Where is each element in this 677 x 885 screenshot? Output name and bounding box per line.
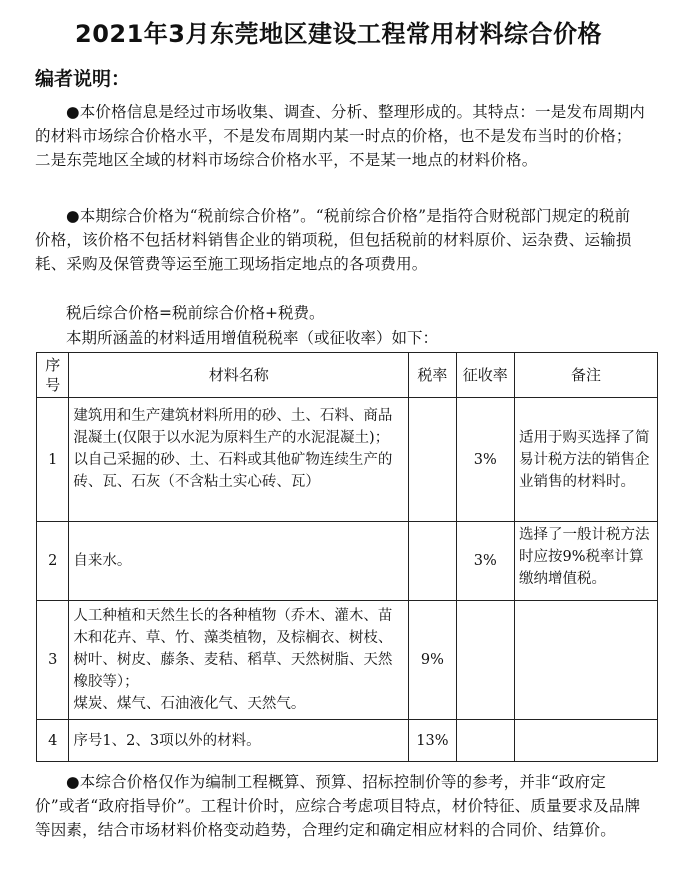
cell-rate (409, 522, 456, 601)
cell-note (515, 601, 658, 720)
paragraph-pretax-price: ●本期综合价格为“税前综合价格”。“税前综合价格”是指符合财税部门规定的税前价格，该价格不包括材料销售企业的销项税，但包括税前的材料原价、运杂费、运输损耗、采购及保管费等运至施工现场指定地点的各项费用。 (35, 207, 632, 273)
table-row (37, 720, 658, 762)
paragraph-reference-note: ●本综合价格仅作为编制工程概算、预算、招标控制价等的参考，并非“政府定价”或者“政府指导价”。工程计价时，应综合考虑项目特点，材价特征、质量要求及品牌等因素，结合市场材料价格变动趋势，合理约定和确定相应材料的合同价、结算价。 (35, 773, 641, 839)
formula-line: 税后综合价格=税前综合价格+税费。 (66, 304, 325, 322)
cell-name-part-a: 人工种植和天然生长的各种植物（乔木、灌木、苗木和花卉、草、竹、藻类植物，及棕榈衣、树枝、树叶、树皮、藤条、麦秸、稻草、天然树脂、天然橡胶等）； (73, 608, 393, 690)
cell-name: 自来水。 (69, 522, 409, 601)
header-no: 序号 (37, 353, 69, 398)
cell-name-part-b: 以自己采掘的砂、土、石料或其他矿物连续生产的砖、瓦、石灰（不含粘土实心砖、瓦） (73, 451, 393, 490)
cell-no: 2 (37, 522, 69, 601)
header-collect: 征收率 (456, 353, 514, 398)
table-row (37, 398, 658, 522)
tax-rate-table (36, 352, 658, 762)
paragraph-characteristics: ●本价格信息是经过市场收集、调查、分析、整理形成的。其特点：一是发布周期内的材料市场综合价格水平，不是发布周期内某一时点的价格，也不是发布当时的价格；二是东莞地区全域的材料市场综合价格水平，不是某一地点的材料价格。 (35, 103, 645, 169)
cell-rate: 9% (409, 601, 456, 720)
cell-note-text: 选择了一般计税方法时应按9%税率计算缴纳增值税。 (519, 527, 650, 587)
cell-no: 1 (37, 398, 69, 522)
header-name: 材料名称 (69, 353, 409, 398)
table-intro: 本期所涵盖的材料适用增值税税率（或征收率）如下： (66, 329, 439, 347)
cell-collect: 3% (456, 522, 514, 601)
cell-no: 3 (37, 601, 69, 720)
page-title: 2021年3月东莞地区建设工程常用材料综合价格 (75, 20, 602, 48)
cell-rate (409, 398, 456, 522)
header-note: 备注 (515, 353, 658, 398)
table-header-row (37, 353, 658, 398)
cell-name-part-a: 建筑用和生产建筑材料所用的砂、土、石料、商品混凝土(仅限于以水泥为原料生产的水泥混凝土)； (73, 407, 393, 446)
cell-no: 4 (37, 720, 69, 762)
header-rate: 税率 (409, 353, 456, 398)
cell-collect (456, 601, 514, 720)
cell-name: 序号1、2、3项以外的材料。 (69, 720, 409, 762)
cell-collect: 3% (456, 398, 514, 522)
table-row (37, 601, 658, 720)
editor-heading: 编者说明： (35, 68, 131, 90)
table-row (37, 522, 658, 601)
cell-name (69, 601, 409, 720)
cell-note: 适用于购买选择了简易计税方法的销售企业销售的材料时。 (515, 398, 658, 522)
cell-note (515, 720, 658, 762)
cell-note (515, 522, 658, 601)
cell-rate: 13% (409, 720, 456, 762)
cell-collect (456, 720, 514, 762)
cell-name (69, 398, 409, 522)
cell-name-part-b: 煤炭、煤气、石油液化气、天然气。 (73, 696, 306, 712)
